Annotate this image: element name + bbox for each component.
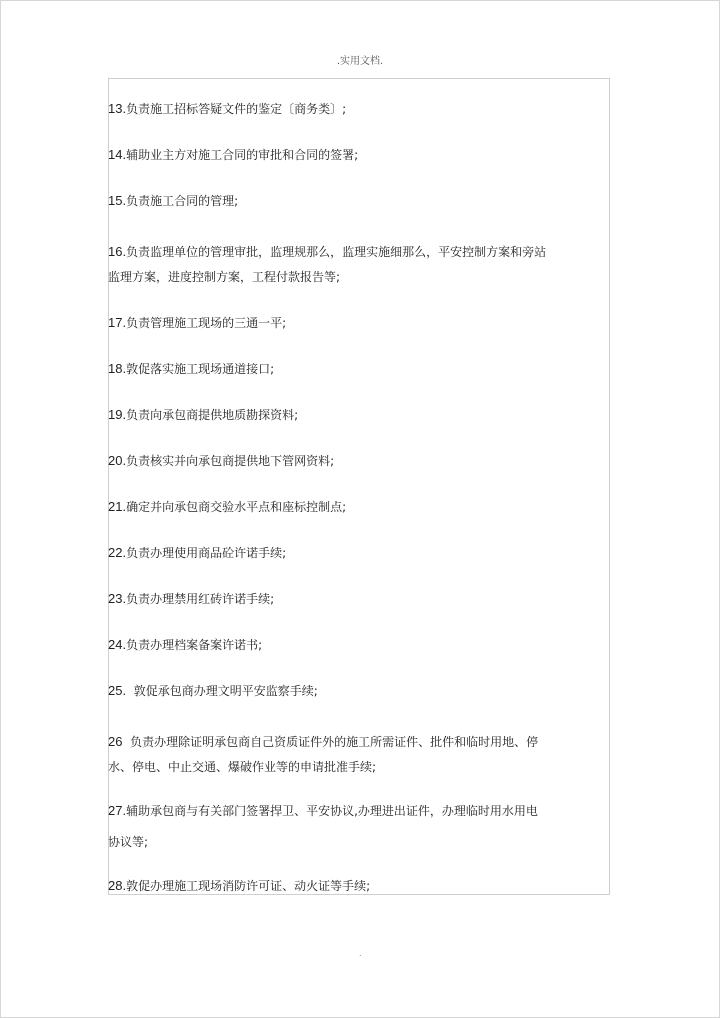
item-text: 负责办理使用商品砼许诺手续; (126, 546, 287, 560)
item-text: 确定并向承包商交验水平点和座标控制点; (126, 500, 347, 514)
item-text: 负责办理档案备案许诺书; (126, 638, 263, 652)
item-text-continued: 监理方案，进度控制方案，工程付款报告等; (108, 270, 341, 284)
list-item (108, 402, 578, 428)
item-text-continued: 协议等; (108, 835, 149, 849)
item-text: 负责监理单位的管理审批，监理规那么，监理实施细那么，平安控制方案和旁站 (126, 245, 547, 259)
item-number: 17. (108, 315, 127, 330)
item-number: 19. (108, 407, 127, 422)
item-number: 13. (108, 101, 127, 116)
item-number: 26 (108, 734, 123, 749)
list-item (108, 96, 578, 122)
item-text: 敦促落实施工现场通道接口; (126, 362, 275, 376)
list-item (108, 310, 578, 336)
list-item (108, 356, 578, 382)
item-number: 22. (108, 545, 127, 560)
item-text: 辅助承包商与有关部门签署捍卫、平安协议,办理进出证件，办理临时用水用电 (126, 804, 538, 818)
page-footer-mark: . (359, 949, 362, 958)
list-item (108, 188, 578, 214)
item-text: 负责办理除证明承包商自己资质证件外的施工所需证件、批件和临时用地、停 (122, 735, 539, 749)
item-text: 负责核实并向承包商提供地下管网资料; (126, 454, 335, 468)
item-number: 25. (108, 683, 127, 698)
list-item (108, 448, 578, 474)
list-item (108, 678, 578, 704)
page-header: .实用文档. (336, 56, 384, 67)
item-number: 27. (108, 803, 127, 818)
item-text: 负责施工招标答疑文件的鉴定〔商务类〕; (126, 102, 347, 116)
item-number: 18. (108, 361, 127, 376)
list-item (108, 142, 578, 168)
list-item (108, 873, 578, 899)
item-number: 20. (108, 453, 127, 468)
item-number: 21. (108, 499, 127, 514)
item-number: 28. (108, 878, 127, 893)
item-text-continued: 水、停电、中止交通、爆破作业等的申请批准手续; (108, 760, 377, 774)
item-number: 23. (108, 591, 127, 606)
item-number: 16. (108, 244, 127, 259)
item-number: 15. (108, 193, 127, 208)
list-item (108, 795, 578, 858)
list-item (108, 540, 578, 566)
item-number: 14. (108, 147, 127, 162)
item-text: 负责办理禁用红砖许诺手续; (126, 592, 275, 606)
list-item (108, 586, 578, 612)
item-text: 敦促承包商办理文明平安监察手续; (126, 684, 318, 698)
list-item (108, 729, 578, 780)
list-item (108, 239, 578, 290)
list-item (108, 632, 578, 658)
item-text: 敦促办理施工现场消防许可证、动火证等手续; (126, 879, 371, 893)
list-item (108, 494, 578, 520)
item-text: 负责施工合同的管理; (126, 194, 239, 208)
item-number: 24. (108, 637, 127, 652)
item-text: 负责向承包商提供地质勘探资料; (126, 408, 299, 422)
item-text: 辅助业主方对施工合同的审批和合同的签署; (126, 148, 359, 162)
item-text: 负责管理施工现场的三通一平; (126, 316, 287, 330)
